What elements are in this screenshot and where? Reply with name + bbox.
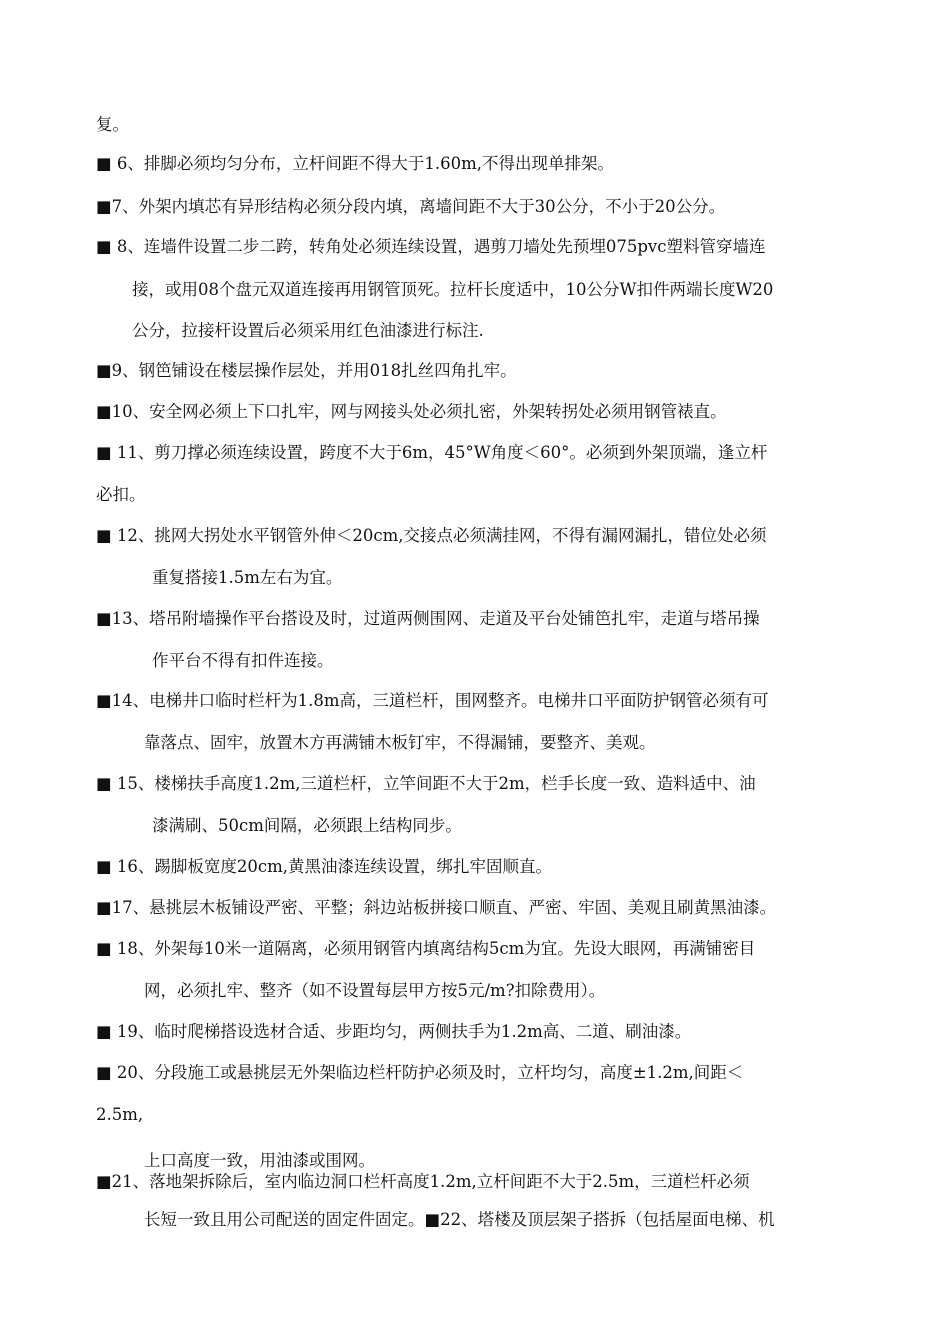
text-line: ■10、安全网必须上下口扎牢，网与网接头处必须扎密，外架转拐处必须用钢管裱直。 bbox=[96, 402, 727, 421]
text-line: 长短一致且用公司配送的固定件固定。■22、塔楼及顶层架子搭拆（包括屋面电梯、机 bbox=[144, 1210, 775, 1229]
text-line: ■ 8、连墙件设置二步二跨，转角处必须连续设置，遇剪刀墙处先预埋075pvc塑料管穿墙连 bbox=[96, 237, 766, 256]
text-line: ■ 19、临时爬梯搭设选材合适、步距均匀，两侧扶手为1.2m高、二道、刷油漆。 bbox=[96, 1022, 692, 1041]
text-line: ■ 15、楼梯扶手高度1.2m,三道栏杆，立竿间距不大于2m，栏手长度一致、造料适中、油 bbox=[96, 774, 756, 793]
text-line: ■ 18、外架每10米一道隔离，必须用钢管内填离结构5cm为宜。先设大眼网，再满铺密目 bbox=[96, 939, 756, 958]
text-line: 漆满刷、50cm间隔，必须跟上结构同步。 bbox=[152, 816, 462, 835]
text-line: ■21、落地架拆除后，室内临边洞口栏杆高度1.2m,立杆间距不大于2.5m，三道栏杆必须 bbox=[96, 1172, 750, 1191]
text-line: ■9、钢笆铺设在楼层操作层处，并用018扎丝四角扎牢。 bbox=[96, 361, 517, 380]
text-line: 靠落点、固牢，放置木方再满铺木板钉牢，不得漏铺，要整齐、美观。 bbox=[144, 733, 656, 752]
text-line: ■ 12、挑网大拐处水平钢管外伸＜20cm,交接点必须满挂网，不得有漏网漏扎，错位处必须 bbox=[96, 526, 767, 545]
text-line: ■14、电梯井口临时栏杆为1.8m高，三道栏杆，围网整齐。电梯井口平面防护钢管必须有可 bbox=[96, 691, 769, 710]
text-line: 网，必须扎牢、整齐（如不设置每层甲方按5元/m?扣除费用）。 bbox=[144, 981, 606, 1000]
text-line: ■ 11、剪刀撑必须连续设置，跨度不大于6m，45°W角度＜60°。必须到外架顶端，逢立杆 bbox=[96, 443, 768, 462]
text-line: ■ 6、排脚必须均匀分布，立杆间距不得大于1.60m,不得出现单排架。 bbox=[96, 154, 614, 173]
text-line: 公分，拉接杆设置后必须采用红色油漆进行标注. bbox=[132, 321, 484, 340]
text-line: ■ 20、分段施工或悬挑层无外架临边栏杆防护必须及时，立杆均匀，高度±1.2m,间距＜ bbox=[96, 1063, 744, 1082]
text-line: 接，或用08个盘元双道连接再用钢管顶死。拉杆长度适中，10公分W扣件两端长度W20 bbox=[132, 280, 774, 299]
text-line: 上口高度一致，用油漆或围网。 bbox=[144, 1151, 375, 1170]
text-line: 2.5m, bbox=[96, 1105, 144, 1124]
text-line: 必扣。 bbox=[96, 485, 146, 504]
text-line: 作平台不得有扣件连接。 bbox=[152, 651, 334, 670]
text-line: ■13、塔吊附墙操作平台搭设及时，过道两侧围网、走道及平台处铺笆扎牢，走道与塔吊操 bbox=[96, 609, 760, 628]
text-line: ■17、悬挑层木板铺设严密、平整；斜边站板拼接口顺直、严密、牢固、美观且刷黄黑油漆。 bbox=[96, 898, 777, 917]
text-line: 重复搭接1.5m左右为宜。 bbox=[152, 568, 343, 587]
text-line: ■ 16、踢脚板宽度20cm,黄黑油漆连续设置，绑扎牢固顺直。 bbox=[96, 857, 552, 876]
text-line: 复。 bbox=[96, 115, 129, 134]
text-line: ■7、外架内填芯有异形结构必须分段内填，离墙间距不大于30公分，不小于20公分。 bbox=[96, 197, 726, 216]
